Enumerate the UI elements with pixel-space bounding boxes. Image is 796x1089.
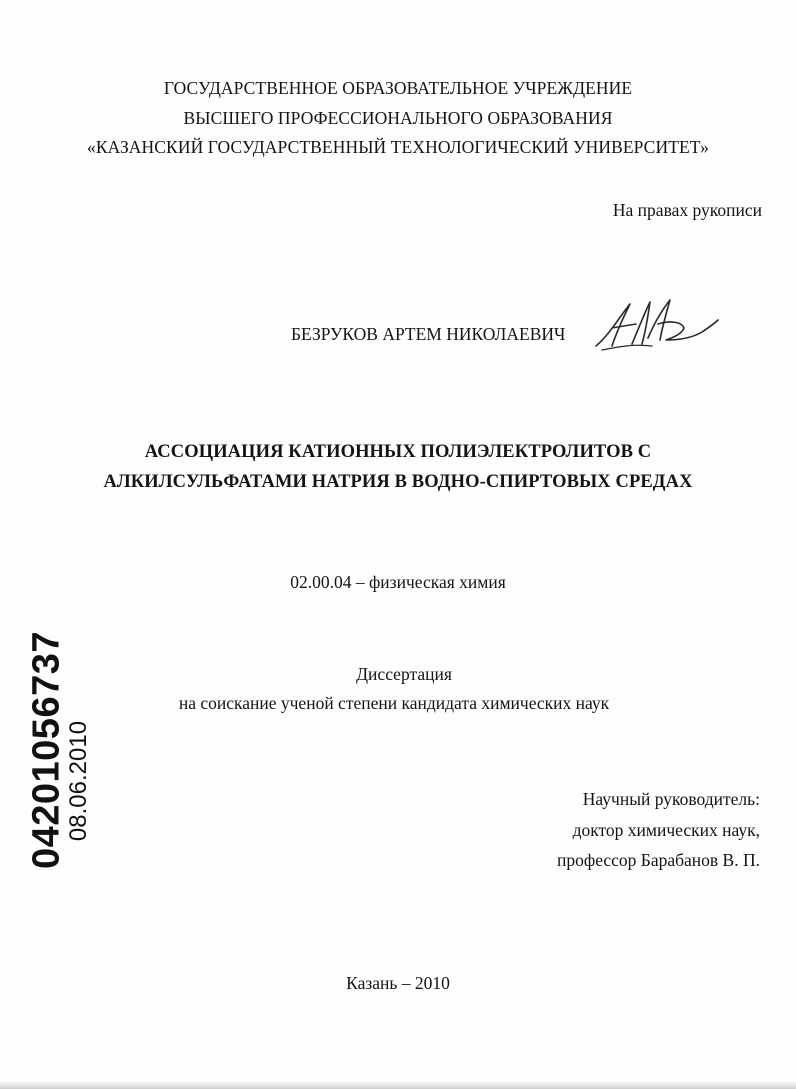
- stamp-number: [25, 631, 68, 869]
- supervisor-label: Научный руководитель:: [582, 789, 760, 809]
- manuscript-note: На правах рукописи: [612, 200, 762, 220]
- author-name: БЕЗРУКОВ АРТЕМ НИКОЛАЕВИЧ: [291, 324, 566, 344]
- degree-purpose: на соискание ученой степени кандидата химических наук: [178, 693, 610, 713]
- title-line-1: АССОЦИАЦИЯ КАТИОННЫХ ПОЛИЭЛЕКТРОЛИТОВ С: [144, 442, 652, 462]
- institution-line-3: «КАЗАНСКИЙ ГОСУДАРСТВЕННЫЙ ТЕХНОЛОГИЧЕСКИЙ УНИВЕРСИТЕТ»: [87, 137, 709, 157]
- signature-icon: [592, 294, 722, 356]
- place-year: Казань – 2010: [346, 973, 450, 993]
- document-type: Диссертация: [356, 664, 452, 684]
- scan-edge: [0, 1081, 796, 1089]
- institution-line-1: ГОСУДАРСТВЕННОЕ ОБРАЗОВАТЕЛЬНОЕ УЧРЕЖДЕНИЕ: [163, 78, 633, 98]
- title-line-2: АЛКИЛСУЛЬФАТАМИ НАТРИЯ В ВОДНО-СПИРТОВЫХ СРЕДАХ: [103, 472, 693, 492]
- supervisor-name: профессор Барабанов В. П.: [556, 850, 760, 870]
- specialty: 02.00.04 – физическая химия: [290, 572, 506, 592]
- stamp-date-text: 08.06.2010: [65, 720, 92, 842]
- stamp-number-text: 04201056737: [25, 631, 68, 869]
- stamp-date: [66, 696, 92, 866]
- institution-line-2: ВЫСШЕГО ПРОФЕССИОНАЛЬНОГО ОБРАЗОВАНИЯ: [183, 108, 613, 128]
- library-stamp: [20, 631, 92, 869]
- supervisor-degree: доктор химических наук,: [572, 820, 760, 840]
